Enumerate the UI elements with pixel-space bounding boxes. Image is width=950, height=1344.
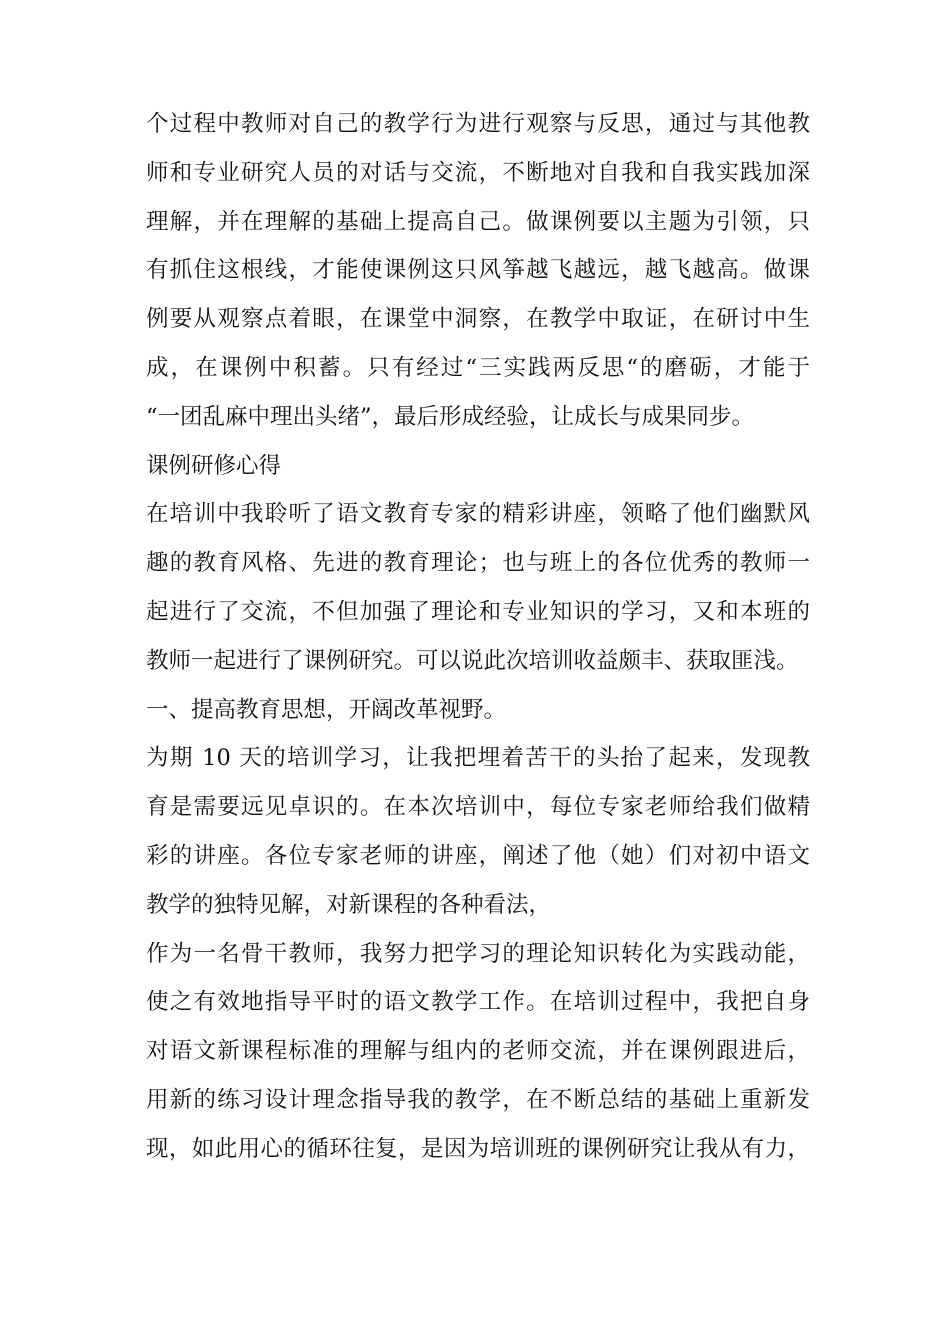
text-line: 教师一起进行了课例研究。可以说此次培训收益颇丰、获取匪浅。 — [146, 647, 799, 674]
text-line: 彩的讲座。各位专家老师的讲座，阐述了他（她）们对初中语文 — [146, 842, 810, 869]
text-line: 趣的教育风格、先进的教育理论；也与班上的各位优秀的教师一 — [146, 550, 810, 577]
text-line: 教学的独特见解，对新课程的各种看法， — [146, 891, 552, 918]
text-line: 理解，并在理解的基础上提高自己。做课例要以主题为引领，只 — [146, 208, 810, 235]
section-heading: 一、提高教育思想，开阔改革视野。 — [146, 696, 507, 723]
text-line: 使之有效地指导平时的语文教学工作。在培训过程中，我把自身 — [146, 989, 810, 1016]
text-line: 对语文新课程标准的理解与组内的老师交流，并在课例跟进后， — [146, 1038, 810, 1065]
text-line: 现，如此用心的循环往复，是因为培训班的课例研究让我从有力， — [146, 1135, 810, 1162]
text-line: 作为一名骨干教师，我努力把学习的理论知识转化为实践动能， — [146, 940, 810, 967]
text-line: 育是需要远见卓识的。在本次培训中，每位专家老师给我们做精 — [146, 794, 810, 821]
text-line: 用新的练习设计理念指导我的教学，在不断总结的基础上重新发 — [146, 1086, 810, 1113]
text-line: 师和专业研究人员的对话与交流，不断地对自我和自我实践加深 — [146, 159, 810, 186]
section-heading: 课例研修心得 — [146, 452, 282, 479]
text-line: “一团乱麻中理出头绪”，最后形成经验，让成长与成果同步。 — [146, 403, 755, 430]
text-line: 在培训中我聆听了语文教育专家的精彩讲座，领略了他们幽默风 — [146, 501, 810, 528]
document-body — [146, 100, 826, 1174]
text-line: 有抓住这根线，才能使课例这只风筝越飞越远，越飞越高。做课 — [146, 257, 810, 284]
text-line: 个过程中教师对自己的教学行为进行观察与反思，通过与其他教 — [146, 111, 810, 137]
text-line: 例要从观察点着眼，在课堂中洞察，在教学中取证，在研讨中生 — [146, 306, 810, 333]
text-line: 为期 10 天的培训学习，让我把埋着苦干的头抬了起来，发现教 — [146, 745, 810, 772]
text-line: 起进行了交流，不但加强了理论和专业知识的学习，又和本班的 — [146, 598, 810, 625]
text-line: 成，在课例中积蓄。只有经过“三实践两反思“的磨砺，才能于 — [146, 354, 810, 381]
